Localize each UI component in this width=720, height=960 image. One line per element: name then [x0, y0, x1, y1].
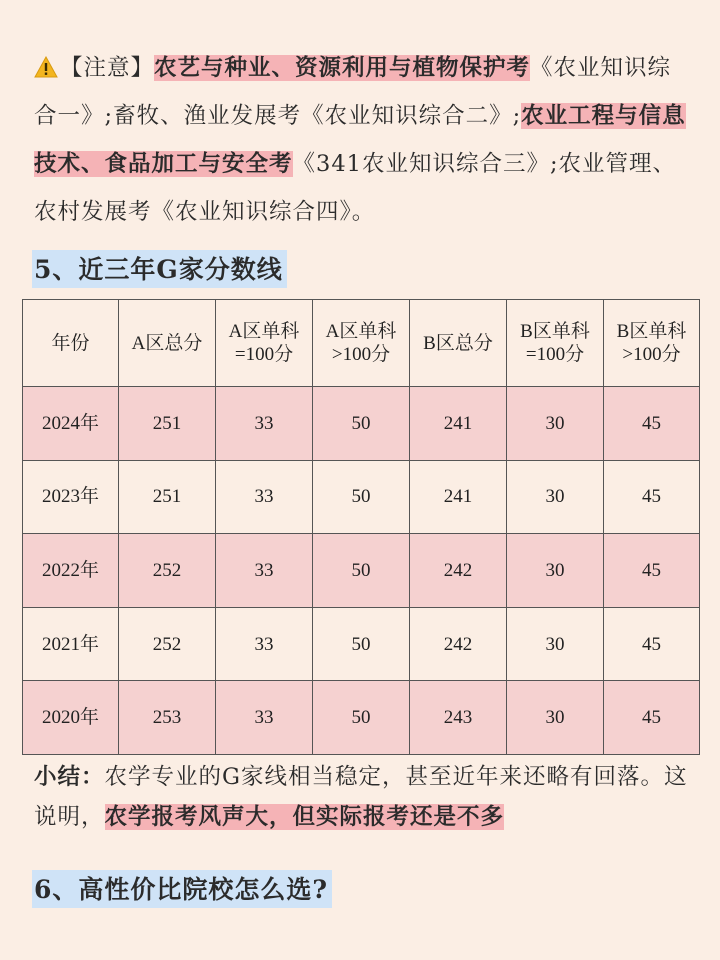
- notice-paragraph: [34, 44, 694, 236]
- table-row: [23, 460, 700, 534]
- table-cell: 251: [119, 387, 216, 461]
- header-cell: 年份: [23, 300, 119, 387]
- table-row: [23, 681, 700, 755]
- table-cell: 33: [216, 387, 313, 461]
- header-cell: A区单科=100分: [216, 300, 313, 387]
- table-cell: 242: [410, 607, 507, 681]
- table-row: [23, 387, 700, 461]
- table-cell: 2020年: [23, 681, 119, 755]
- notice-highlight-2: 农业工程与信息技术、食品加工与安全考: [34, 103, 686, 177]
- header-cell: B区单科>100分: [604, 300, 700, 387]
- table-cell: 33: [216, 534, 313, 608]
- table-cell: 30: [507, 534, 604, 608]
- table-cell: 33: [216, 460, 313, 534]
- table-cell: 252: [119, 534, 216, 608]
- table-cell: 33: [216, 681, 313, 755]
- table-cell: 45: [604, 387, 700, 461]
- table-cell: 243: [410, 681, 507, 755]
- table-cell: 45: [604, 607, 700, 681]
- header-cell: B区总分: [410, 300, 507, 387]
- table-cell: 45: [604, 460, 700, 534]
- table-cell: 30: [507, 607, 604, 681]
- header-cell: A区总分: [119, 300, 216, 387]
- table-cell: 252: [119, 607, 216, 681]
- table-cell: 242: [410, 534, 507, 608]
- header-cell: A区单科>100分: [313, 300, 410, 387]
- notice-text-2: 《341农业知识综合三》;农业管理、农村发展考《农业知识综合四》。: [34, 151, 677, 225]
- table-cell: 2021年: [23, 607, 119, 681]
- score-table: [22, 299, 700, 755]
- notice-highlight-1: 农艺与种业、资源利用与植物保护考: [154, 55, 531, 81]
- summary-text: 农学专业的G家线相当稳定，甚至近年来还略有回落。这说明，: [34, 764, 688, 830]
- notice-text-1: 《农业知识综合一》;畜牧、渔业发展考《农业知识综合二》;: [34, 55, 672, 129]
- summary-highlight: 农学报考风声大，但实际报考还是不多: [104, 804, 505, 830]
- notice-bracket: 【注意】: [60, 55, 155, 81]
- table-cell: 50: [313, 460, 410, 534]
- table-cell: 241: [410, 460, 507, 534]
- header-cell: B区单科=100分: [507, 300, 604, 387]
- section-heading-score-lines: 5、近三年G家分数线: [32, 250, 287, 288]
- table-row: [23, 534, 700, 608]
- table-cell: 45: [604, 534, 700, 608]
- table-cell: 50: [313, 681, 410, 755]
- summary-paragraph: [34, 757, 694, 837]
- table-cell: 2023年: [23, 460, 119, 534]
- table-cell: 33: [216, 607, 313, 681]
- table-header-row: [23, 300, 700, 387]
- table-cell: 50: [313, 387, 410, 461]
- table-cell: 2022年: [23, 534, 119, 608]
- table-cell: 2024年: [23, 387, 119, 461]
- table-cell: 253: [119, 681, 216, 755]
- table-cell: 50: [313, 534, 410, 608]
- warning-icon: [34, 56, 58, 78]
- table-cell: 30: [507, 460, 604, 534]
- table-cell: 241: [410, 387, 507, 461]
- table-cell: 251: [119, 460, 216, 534]
- table-cell: 50: [313, 607, 410, 681]
- summary-label: 小结：: [34, 764, 105, 790]
- table-row: [23, 607, 700, 681]
- section-heading-school-choice: 6、高性价比院校怎么选?: [32, 870, 332, 908]
- table-cell: 30: [507, 681, 604, 755]
- table-cell: 30: [507, 387, 604, 461]
- table-cell: 45: [604, 681, 700, 755]
